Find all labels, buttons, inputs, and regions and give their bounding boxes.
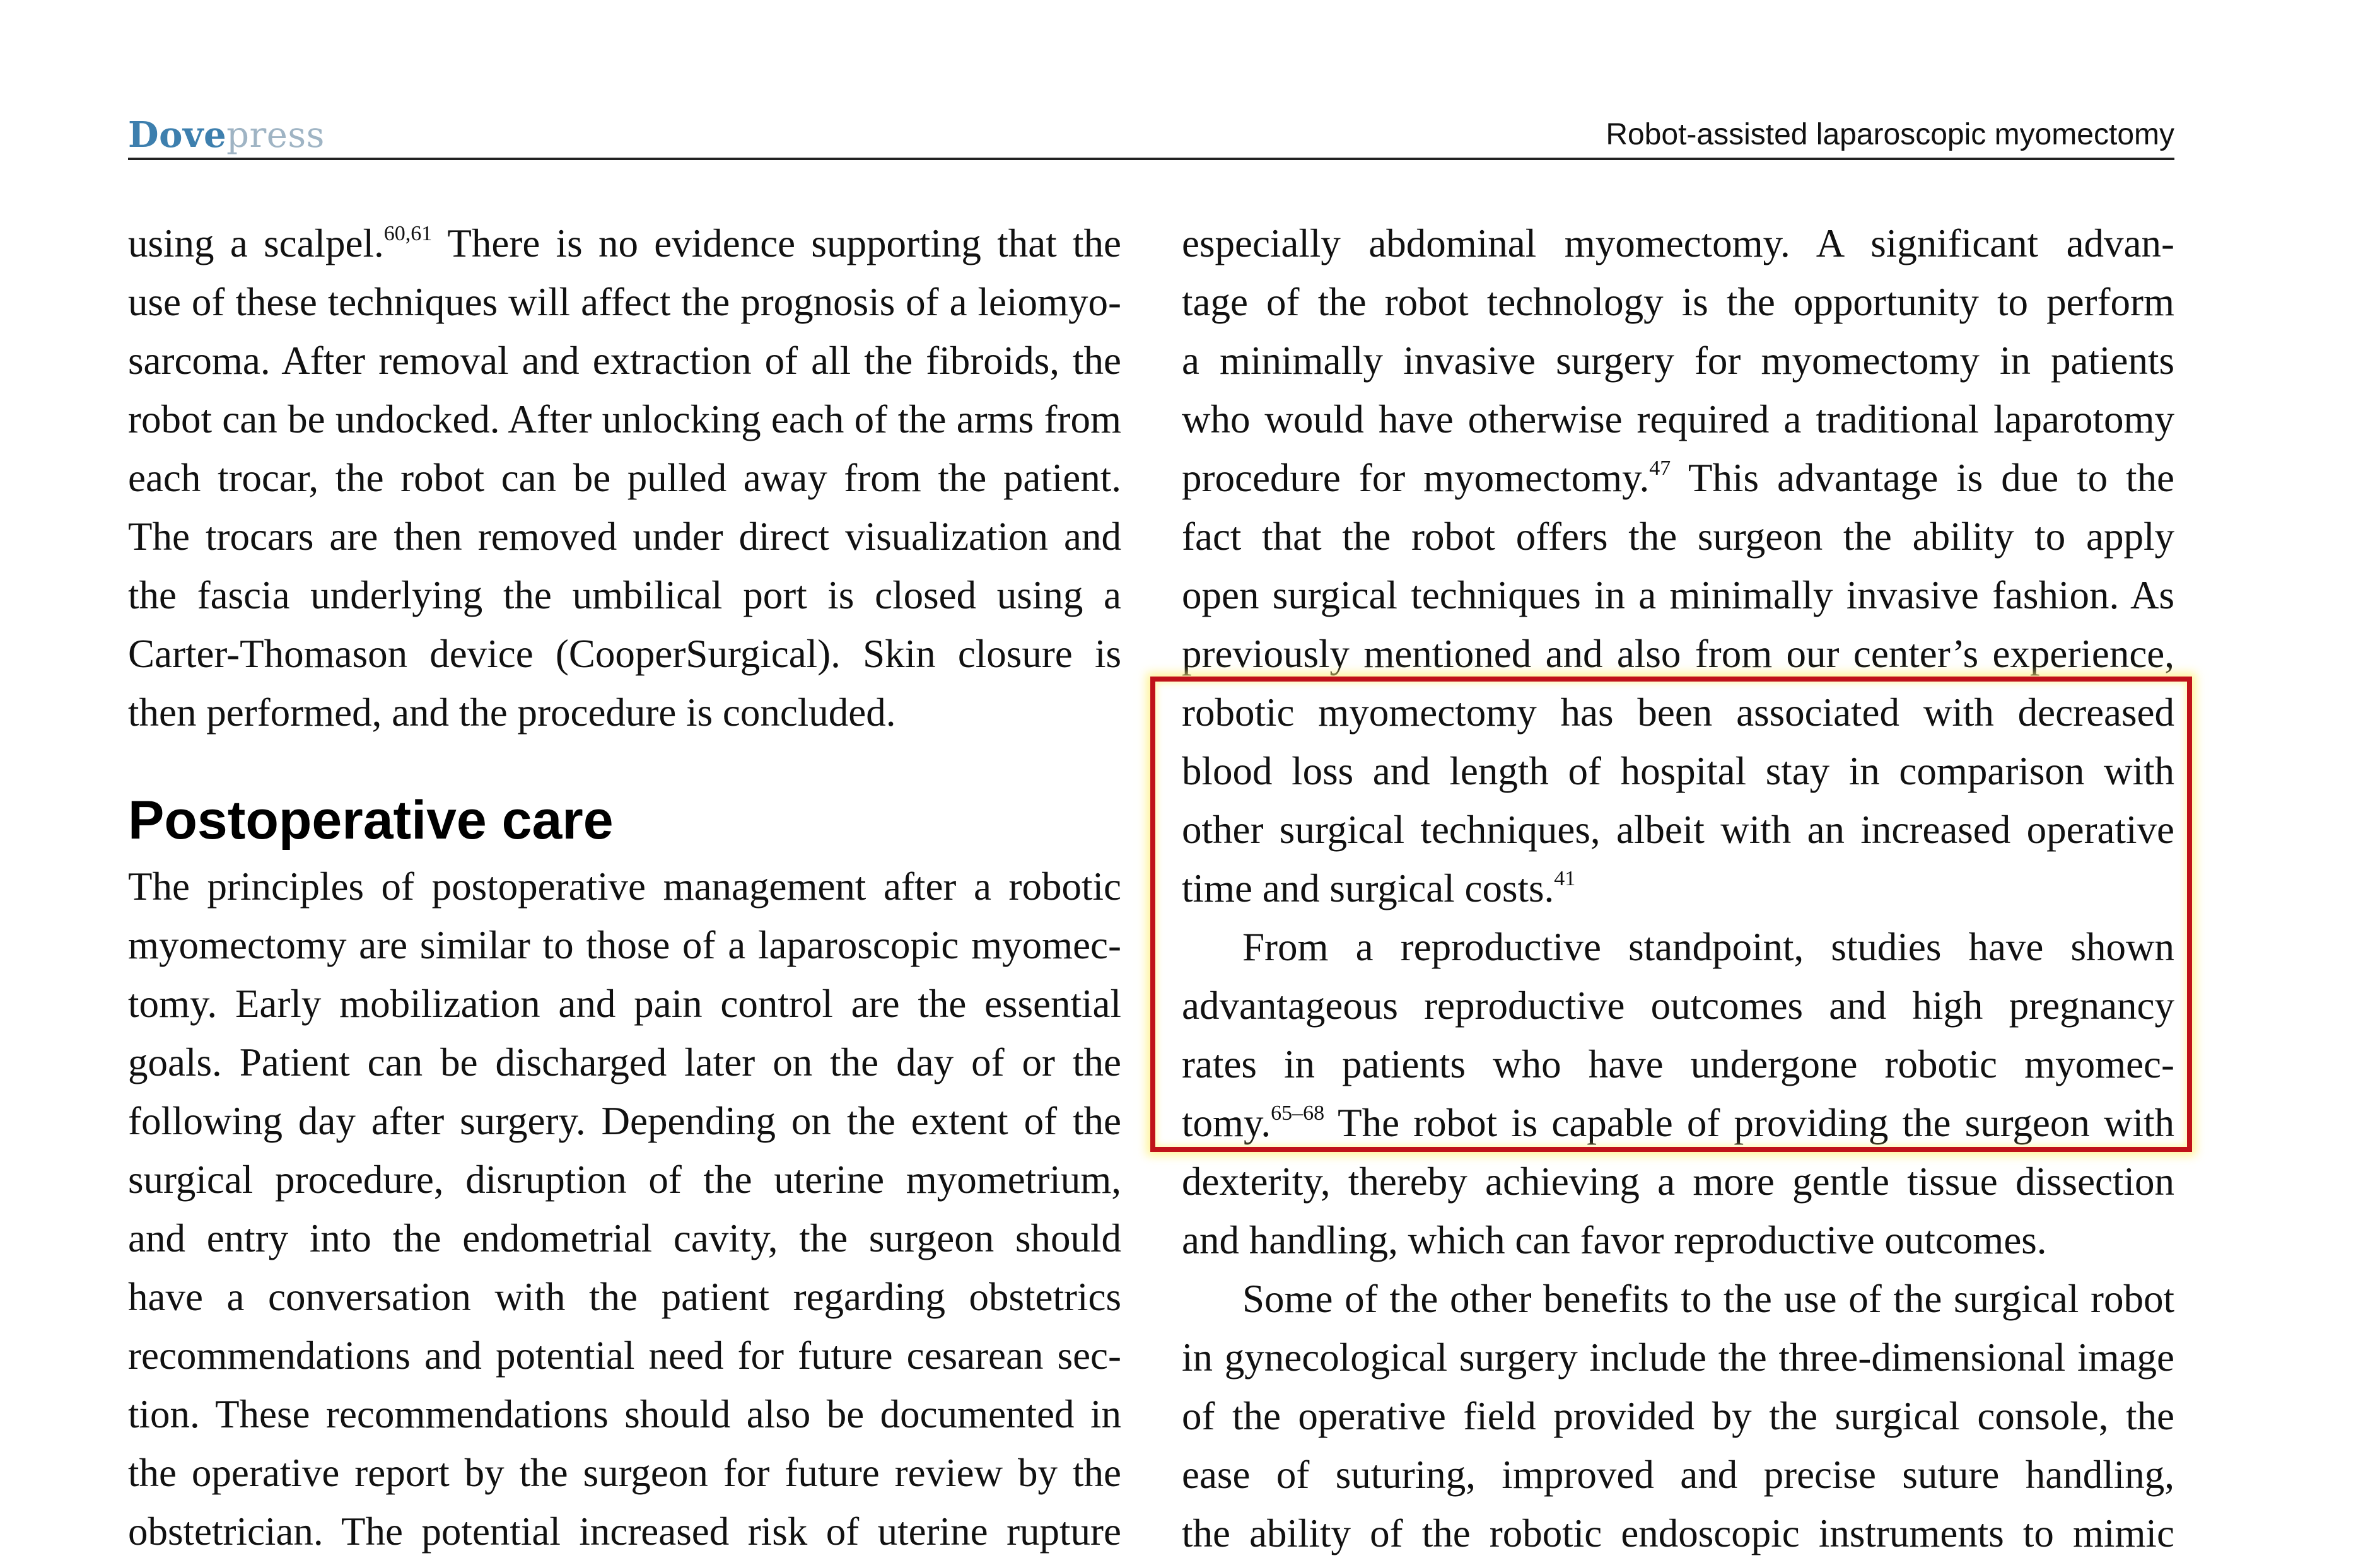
- text-line: have a conversation with the patient regarding obstetrics: [128, 1275, 1121, 1319]
- text-line: who would have otherwise required a traditional laparotomy: [1182, 397, 2174, 441]
- text-line: Some of the other benefits to the use of the surgical robot: [1242, 1277, 2174, 1321]
- text-line: using a scalpel.$^{60,61}$ There is no evidence supporting that the: [128, 221, 1121, 265]
- text-line: advantageous reproductive outcomes and high pregnancy: [1182, 984, 2174, 1028]
- brand-dove: Dove: [128, 114, 227, 156]
- text-line: following day after surgery. Depending on the extent of the: [128, 1099, 1121, 1143]
- text-line: robotic myomectomy has been associated with decreased: [1182, 690, 2174, 735]
- text-line: tion. These recommendations should also be documented in: [128, 1392, 1121, 1436]
- text-line: use of these techniques will affect the prognosis of a leiomyo-: [128, 280, 1121, 324]
- text-line: blood loss and length of hospital stay in comparison with: [1182, 749, 2174, 793]
- text-line: recommendations and potential need for future cesarean sec-: [128, 1333, 1121, 1378]
- text-line: then performed, and the procedure is concluded.: [128, 690, 896, 735]
- brand-press: press: [226, 115, 325, 156]
- text-line: From a reproductive standpoint, studies have shown: [1242, 925, 2174, 969]
- text-line: dexterity, thereby achieving a more gentle tissue dissection: [1182, 1159, 2174, 1204]
- text-line: ease of suturing, improved and precise suture handling,: [1182, 1453, 2174, 1497]
- running-title: Robot-assisted laparoscopic myomectomy: [1606, 118, 2174, 151]
- text-line: myomectomy are similar to those of a laparoscopic myomec-: [128, 923, 1121, 967]
- text-line: robot can be undocked. After unlocking each of the arms from: [128, 397, 1121, 441]
- text-line: tomy.$^{65-68}$ The robot is capable of providing the surgeon with: [1182, 1101, 2174, 1145]
- text-line: The trocars are then removed under direct visualization and: [128, 514, 1121, 559]
- text-line: tomy. Early mobilization and pain control are the essential: [128, 982, 1121, 1026]
- left-column: [128, 214, 1121, 1561]
- text-line: the operative report by the surgeon for future review by the: [128, 1451, 1121, 1495]
- text-line: sarcoma. After removal and extraction of all the fibroids, the: [128, 339, 1121, 383]
- text-line: surgical procedure, disruption of the uterine myometrium,: [128, 1158, 1121, 1202]
- text-line: especially abdominal myomectomy. A significant advan-: [1182, 221, 2174, 265]
- citation: 41: [1554, 867, 1576, 890]
- text-line: other surgical techniques, albeit with an increased operative: [1182, 808, 2174, 852]
- citation: 47: [1649, 456, 1671, 480]
- text-line: open surgical techniques in a minimally invasive fashion. As: [1182, 573, 2174, 617]
- text-line: of the operative field provided by the surgical console, the: [1182, 1394, 2174, 1438]
- section-heading: Postoperative care: [128, 790, 614, 851]
- text-line: each trocar, the robot can be pulled away from the patient.: [128, 456, 1121, 500]
- text-line: fact that the robot offers the surgeon the ability to apply: [1182, 514, 2174, 559]
- text-line: tage of the robot technology is the opportunity to perform: [1182, 280, 2174, 324]
- text-line: in gynecological surgery include the three-dimensional image: [1182, 1335, 2174, 1380]
- text-line: the ability of the robotic endoscopic instruments to mimic: [1182, 1511, 2174, 1555]
- citation: 65–68: [1271, 1101, 1325, 1125]
- right-column: [1182, 214, 2174, 1563]
- text-line: Carter-Thomason device (CooperSurgical). Skin closure is: [128, 632, 1121, 676]
- text-line: and handling, which can favor reproductive outcomes.: [1182, 1218, 2047, 1262]
- text-line: time and surgical costs.$^{41}$: [1182, 866, 1576, 910]
- text-line: the fascia underlying the umbilical port is closed using a: [128, 573, 1121, 617]
- text-line: obstetrician. The potential increased risk of uterine rupture: [128, 1509, 1121, 1554]
- text-line: The principles of postoperative management after a robotic: [128, 864, 1121, 909]
- text-line: goals. Patient can be discharged later on the day of or the: [128, 1040, 1121, 1084]
- text-line: and entry into the endometrial cavity, the surgeon should: [128, 1216, 1121, 1260]
- text-line: a minimally invasive surgery for myomectomy in patients: [1182, 339, 2174, 383]
- text-line: previously mentioned and also from our center’s experience,: [1182, 632, 2174, 676]
- citation: 60,61: [383, 222, 433, 245]
- text-line: rates in patients who have undergone robotic myomec-: [1182, 1042, 2174, 1086]
- publisher-logo: [128, 112, 325, 158]
- text-line: procedure for myomectomy.$^{47}$ This advantage is due to the: [1182, 456, 2175, 500]
- header-rule: [128, 158, 2174, 160]
